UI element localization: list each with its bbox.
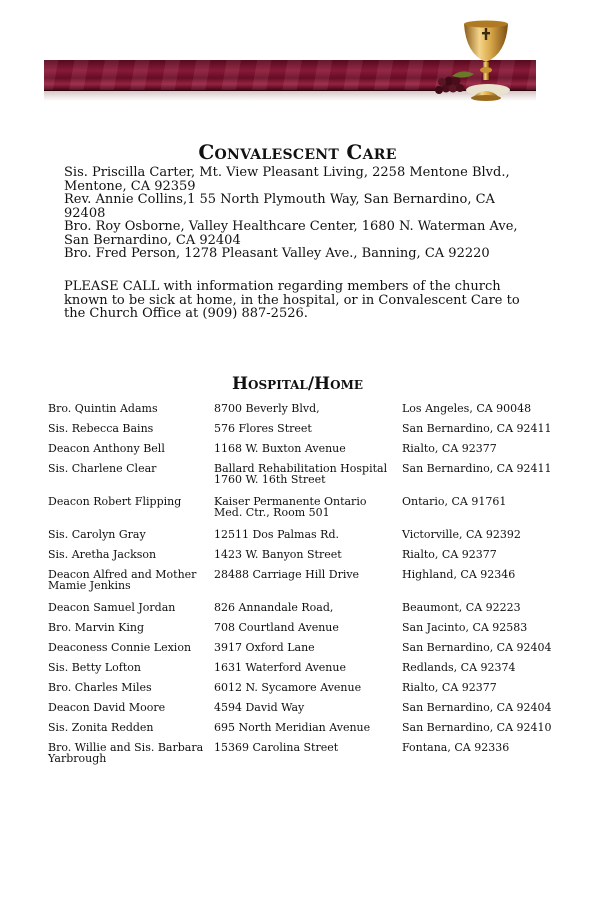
table-row — [48, 702, 568, 722]
table-row — [48, 529, 568, 549]
care-line: Mentone, CA 92359 — [64, 178, 196, 194]
hospital-home-table — [48, 403, 568, 775]
member-name — [48, 463, 208, 474]
member-city — [402, 443, 572, 454]
table-row — [48, 662, 568, 682]
member-city — [402, 403, 572, 414]
member-city-line: Rialto, CA 92377 — [402, 548, 497, 561]
member-name-line: Yarbrough — [48, 752, 107, 765]
notice-line: PLEASE CALL with information regarding members of the church — [64, 279, 501, 294]
member-name — [48, 529, 208, 540]
convalescent-list — [64, 166, 544, 261]
member-name-line: Sis. Rebecca Bains — [48, 422, 154, 435]
table-row — [48, 722, 568, 742]
member-address-line: 3917 Oxford Lane — [214, 641, 315, 654]
table-row — [48, 622, 568, 642]
member-name — [48, 642, 208, 653]
member-name-line: Mamie Jenkins — [48, 579, 131, 592]
member-name — [48, 682, 208, 693]
table-row — [48, 569, 568, 602]
member-address — [214, 569, 394, 580]
member-address — [214, 549, 394, 560]
table-row — [48, 443, 568, 463]
member-address — [214, 423, 394, 434]
notice-line: the Church Office at (909) 887-2526. — [64, 306, 308, 321]
member-name-line: Deacon Anthony Bell — [48, 442, 165, 455]
member-address — [214, 662, 394, 673]
member-address-line: 1631 Waterford Avenue — [214, 661, 346, 674]
member-name — [48, 423, 208, 434]
call-notice — [64, 280, 544, 321]
member-city-line: San Bernardino, CA 92411 — [402, 422, 552, 435]
member-name-line: Sis. Zonita Redden — [48, 721, 154, 734]
member-address-line: Med. Ctr., Room 501 — [214, 506, 330, 519]
member-city-line: San Bernardino, CA 92404 — [402, 701, 552, 714]
member-address — [214, 443, 394, 454]
care-line: San Bernardino, CA 92404 — [64, 232, 241, 248]
member-name — [48, 742, 208, 764]
care-line: Bro. Fred Person, 1278 Pleasant Valley Ave., Banning, CA 92220 — [64, 246, 490, 261]
member-address — [214, 463, 394, 485]
member-address — [214, 602, 394, 613]
member-address-line: Kaiser Permanente Ontario — [214, 495, 367, 508]
member-name-line: Sis. Carolyn Gray — [48, 528, 146, 541]
member-address — [214, 702, 394, 713]
care-line: 92408 — [64, 205, 106, 221]
member-city — [402, 569, 572, 580]
care-line: Bro. Roy Osborne, Valley Healthcare Center, 1680 N. Waterman Ave, — [64, 219, 518, 234]
member-city-line: San Bernardino, CA 92404 — [402, 641, 552, 654]
member-name-line: Sis. Charlene Clear — [48, 462, 157, 475]
member-address-line: 1760 W. 16th Street — [214, 473, 326, 486]
member-name — [48, 496, 208, 507]
member-city-line: San Bernardino, CA 92411 — [402, 462, 552, 475]
member-city-line: Fontana, CA 92336 — [402, 741, 510, 754]
member-city-line: Highland, CA 92346 — [402, 568, 516, 581]
member-city — [402, 463, 572, 474]
member-name-line: Bro. Willie and Sis. Barbara — [48, 741, 204, 754]
member-name — [48, 622, 208, 633]
member-city — [402, 423, 572, 434]
member-name-line: Bro. Quintin Adams — [48, 402, 158, 415]
member-city-line: San Bernardino, CA 92410 — [402, 721, 552, 734]
member-city-line: San Jacinto, CA 92583 — [402, 621, 528, 634]
member-city — [402, 529, 572, 540]
member-address-line: 28488 Carriage Hill Drive — [214, 568, 360, 581]
member-address-line: 695 North Meridian Avenue — [214, 721, 371, 734]
member-address-line: 15369 Carolina Street — [214, 741, 339, 754]
member-address-line: 708 Courtland Avenue — [214, 621, 339, 634]
member-address — [214, 642, 394, 653]
member-address — [214, 742, 394, 753]
member-address-line: 8700 Beverly Blvd, — [214, 402, 320, 415]
table-row — [48, 423, 568, 443]
member-name — [48, 549, 208, 560]
hospital-home-title: Hospital/Home — [232, 374, 363, 394]
member-city — [402, 662, 572, 673]
care-line: Rev. Annie Collins,1 55 North Plymouth Way, San Bernardino, CA — [64, 192, 495, 207]
member-name-line: Sis. Betty Lofton — [48, 661, 141, 674]
table-row — [48, 403, 568, 423]
chalice-icon — [426, 18, 526, 108]
member-address-line: 6012 N. Sycamore Avenue — [214, 681, 362, 694]
member-address-line: Ballard Rehabilitation Hospital — [214, 462, 388, 475]
member-city-line: Los Angeles, CA 90048 — [402, 402, 532, 415]
member-address-line: 576 Flores Street — [214, 422, 312, 435]
table-row — [48, 682, 568, 702]
member-address — [214, 403, 394, 414]
member-city-line: Rialto, CA 92377 — [402, 442, 497, 455]
member-name — [48, 443, 208, 454]
member-address-line: 1168 W. Buxton Avenue — [214, 442, 346, 455]
table-row — [48, 496, 568, 529]
table-row — [48, 549, 568, 569]
member-name — [48, 722, 208, 733]
member-city-line: Beaumont, CA 92223 — [402, 601, 521, 614]
member-name — [48, 569, 208, 591]
member-name-line: Deacon Robert Flipping — [48, 495, 182, 508]
member-city — [402, 742, 572, 753]
member-city — [402, 702, 572, 713]
member-address — [214, 722, 394, 733]
member-address — [214, 682, 394, 693]
convalescent-care-title: Convalescent Care — [198, 140, 397, 164]
member-name — [48, 662, 208, 673]
member-address — [214, 622, 394, 633]
notice-line: known to be sick at home, in the hospital, or in Convalescent Care to — [64, 292, 520, 308]
member-city — [402, 496, 572, 507]
member-name-line: Bro. Marvin King — [48, 621, 145, 634]
member-name-line: Bro. Charles Miles — [48, 681, 152, 694]
table-row — [48, 742, 568, 775]
member-city — [402, 642, 572, 653]
member-name-line: Deaconess Connie Lexion — [48, 641, 192, 654]
care-line: Sis. Priscilla Carter, Mt. View Pleasant Living, 2258 Mentone Blvd., — [64, 165, 510, 180]
member-address — [214, 529, 394, 540]
member-name — [48, 602, 208, 613]
member-city-line: Ontario, CA 91761 — [402, 495, 507, 508]
member-address-line: 826 Annandale Road, — [214, 601, 334, 614]
member-address-line: 1423 W. Banyon Street — [214, 548, 342, 561]
member-city — [402, 622, 572, 633]
member-city — [402, 722, 572, 733]
member-city-line: Victorville, CA 92392 — [402, 528, 521, 541]
member-city — [402, 602, 572, 613]
table-row — [48, 642, 568, 662]
member-address — [214, 496, 394, 518]
member-name-line: Deacon Samuel Jordan — [48, 601, 176, 614]
member-name — [48, 702, 208, 713]
member-city-line: Rialto, CA 92377 — [402, 681, 497, 694]
table-row — [48, 602, 568, 622]
member-city — [402, 682, 572, 693]
member-name-line: Deacon David Moore — [48, 701, 166, 714]
table-row — [48, 463, 568, 496]
member-name-line: Deacon Alfred and Mother — [48, 568, 197, 581]
member-address-line: 4594 David Way — [214, 701, 305, 714]
member-name — [48, 403, 208, 414]
member-name-line: Sis. Aretha Jackson — [48, 548, 157, 561]
member-city — [402, 549, 572, 560]
member-address-line: 12511 Dos Palmas Rd. — [214, 528, 340, 541]
member-city-line: Redlands, CA 92374 — [402, 661, 516, 674]
